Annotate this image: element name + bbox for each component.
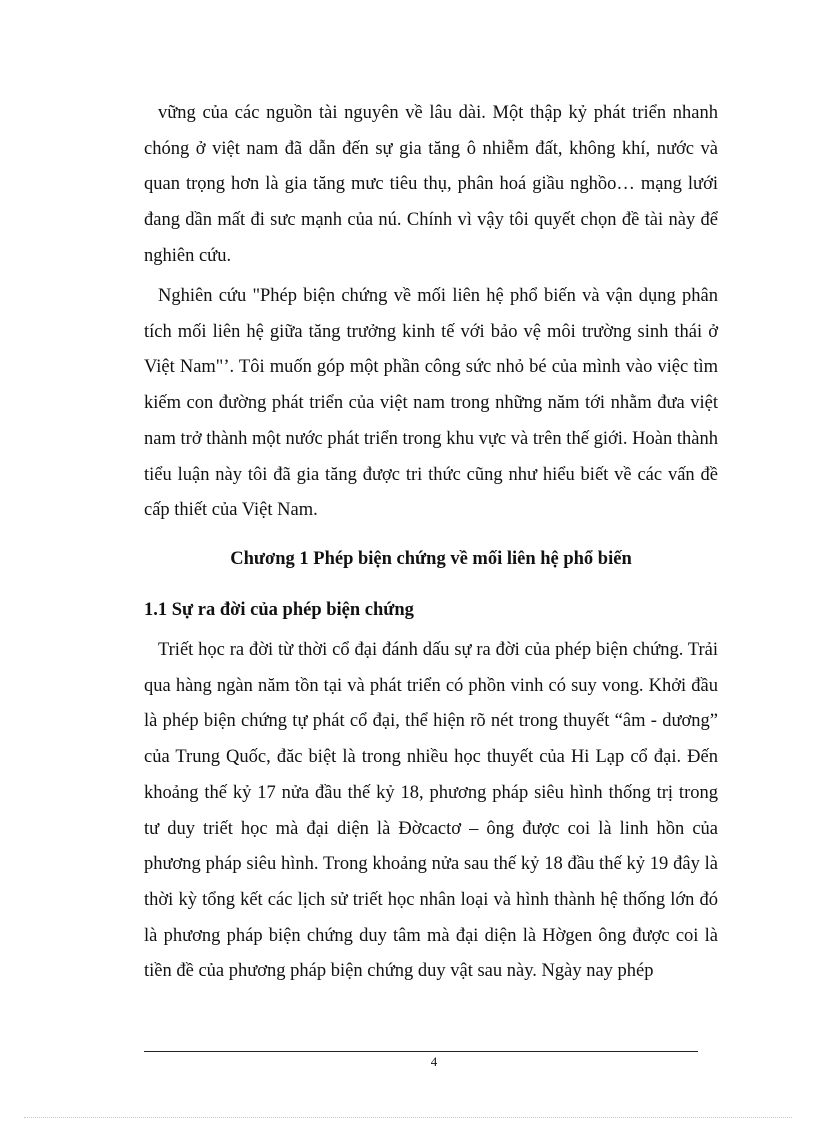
chapter-title: Chương 1 Phép biện chứng về mối liên hệ phổ biến xyxy=(230,549,632,569)
paragraph-motivation: vững của các nguồn tài nguyên về lâu dài. Một thập kỷ phát triển nhanh chóng ở việt nam đã dẫn đến sự gia tăng ô nhiễm đất, không khí, nước và quan trọng hơn là gia tăng mưc tiêu thụ, phân hoá giầu nghồo… mạng lưới đang dần mất đi sưc mạnh của nú. Chính vì vậy tôi quyết chọn đề tài này để nghiên cứu. xyxy=(144,103,718,266)
footer-divider xyxy=(144,1051,698,1052)
paragraph-dialectics-history: Triết học ra đời từ thời cổ đại đánh dấu sự ra đời của phép biện chứng. Trải qua hàng ngàn năm tồn tại và phát triển có phồn vinh có suy vong. Khởi đầu là phép biện chứng tự phát cổ đại, thể hiện rõ nét trong thuyết “âm - dương” của Trung Quốc, đăc biệt là trong nhiều học thuyết của Hi Lạp cổ đại. Đến khoảng thế kỷ 17 nửa đầu thế kỷ 18, phương pháp siêu hình thống trị trong tư duy triết học mà đại diện là Đờcactơ – ông được coi là linh hồn của phương pháp siêu hình. Trong khoảng nửa sau thế kỷ 18 đầu thế kỷ 19 đây là thời kỳ tổng kết các lịch sử triết học nhân loại và hình thành hệ thống lớn đó là phương pháp biện chứng duy tâm mà đại diện là Hờgen ông được coi là tiền đề của phương pháp biện chứng duy vật sau này. Ngày nay phép xyxy=(144,640,718,982)
page-edge-divider xyxy=(24,1117,792,1118)
paragraph-research-goal: Nghiên cứu "Phép biện chứng về mối liên hệ phổ biến và vận dụng phân tích mối liên hệ giữa tăng trưởng kinh tế với bảo vệ môi trường sinh thái ở Việt Nam"’. Tôi muốn góp một phần công sức nhỏ bé của mình vào việc tìm kiếm con đường phát triển của việt nam trong những năm tới nhằm đưa việt nam trở thành một nước phát triển trong khu vực và trên thế giới. Hoàn thành tiểu luận này tôi đã gia tăng được tri thức cũng như hiểu biết về các vấn đề cấp thiết của Việt Nam. xyxy=(144,286,718,521)
body-text-top xyxy=(144,96,718,275)
body-text-research xyxy=(144,279,718,529)
body-text-section xyxy=(144,633,718,990)
section-title: 1.1 Sự ra đời của phép biện chứng xyxy=(144,600,414,620)
page-number: 4 xyxy=(430,1054,438,1069)
